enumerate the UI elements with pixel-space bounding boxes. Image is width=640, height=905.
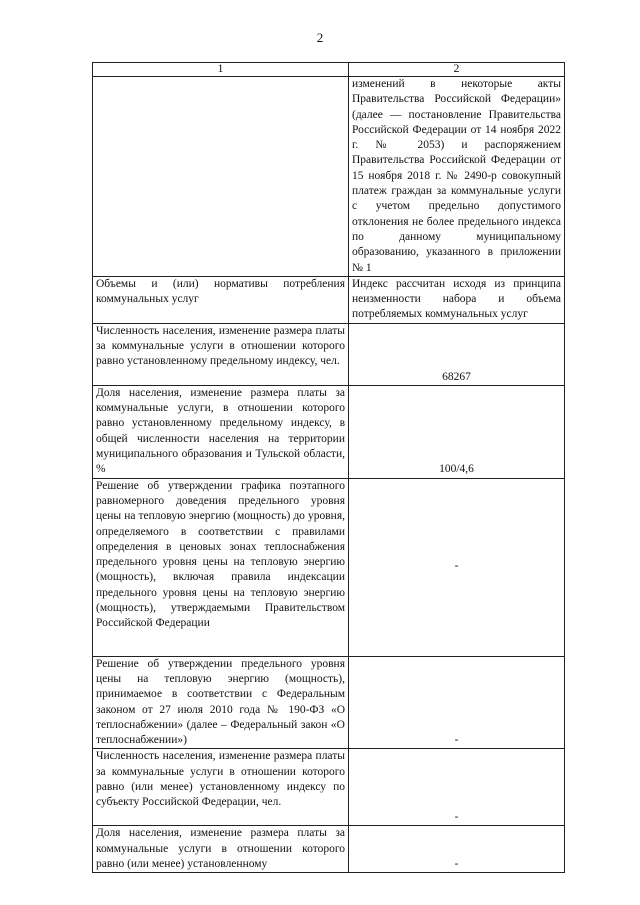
table-row bbox=[93, 385, 565, 478]
table-row bbox=[93, 478, 565, 656]
table-row bbox=[93, 826, 565, 873]
row-value: - bbox=[349, 656, 565, 749]
table-row bbox=[93, 323, 565, 385]
table-header-row bbox=[93, 63, 565, 77]
column-header-1: 1 bbox=[93, 63, 349, 77]
page-number: 2 bbox=[316, 30, 324, 45]
row-label: Численность населения, изменение размера платы за коммунальные услуги в отношении которого равно (или менее) установленному индексу по субъекту Российской Федерации, чел. bbox=[93, 749, 349, 826]
column-header-2: 2 bbox=[349, 63, 565, 77]
table-row bbox=[93, 276, 565, 323]
table-row bbox=[93, 656, 565, 749]
row-label bbox=[93, 77, 349, 277]
row-value: изменений в некоторые акты Правительства Российской Федерации» (далее — постановление Правительства Российской Федерации от 14 ноября 2022 г. № 2053) и распоряжением Правительства Российской Федерации от 15 ноября 2018 г. № 2490-р совокупный платеж граждан за коммунальные услуги с учетом предельно допустимого отклонения не более предельного индекса по данному муниципальному образованию, указанного в приложении № 1 bbox=[349, 77, 565, 277]
row-label: Решение об утверждении графика поэтапного равномерного доведения предельного уровня цены на тепловую энергию (мощность) до уровня, определяемого в соответствии с правилами определения в ценовых зонах теплоснабжения предельного уровня цены на тепловую энергию (мощность), включая правила индексации предельного уровня цены на тепловую энергию (мощность), утверждаемыми Правительством Российской Федерации bbox=[93, 478, 349, 656]
row-value: - bbox=[349, 826, 565, 873]
row-label: Объемы и (или) нормативы потребления коммунальных услуг bbox=[93, 276, 349, 323]
row-label: Доля населения, изменение размера платы за коммунальные услуги, в отношении которого равно установленному предельному индексу, в общей численности населения на территории муниципального образования и Тульской области, % bbox=[93, 385, 349, 478]
row-value: 68267 bbox=[349, 323, 565, 385]
row-value: - bbox=[349, 478, 565, 656]
row-label: Доля населения, изменение размера платы за коммунальные услуги в отношении которого равно (или менее) установленному bbox=[93, 826, 349, 873]
table-row bbox=[93, 749, 565, 826]
row-value: 100/4,6 bbox=[349, 385, 565, 478]
row-value: - bbox=[349, 749, 565, 826]
row-label: Решение об утверждении предельного уровня цены на тепловую энергию (мощность), принимаемое в соответствии с Федеральным законом от 27 июля 2010 года № 190-ФЗ «О теплоснабжении» (далее – Федеральный закон «О теплоснабжении») bbox=[93, 656, 349, 749]
table-row bbox=[93, 77, 565, 277]
row-label: Численность населения, изменение размера платы за коммунальные услуги в отношении которого равно установленному предельному индексу, чел. bbox=[93, 323, 349, 385]
document-table bbox=[92, 62, 565, 873]
row-value: Индекс рассчитан исходя из принципа неизменности набора и объема потребляемых коммунальных услуг bbox=[349, 276, 565, 323]
